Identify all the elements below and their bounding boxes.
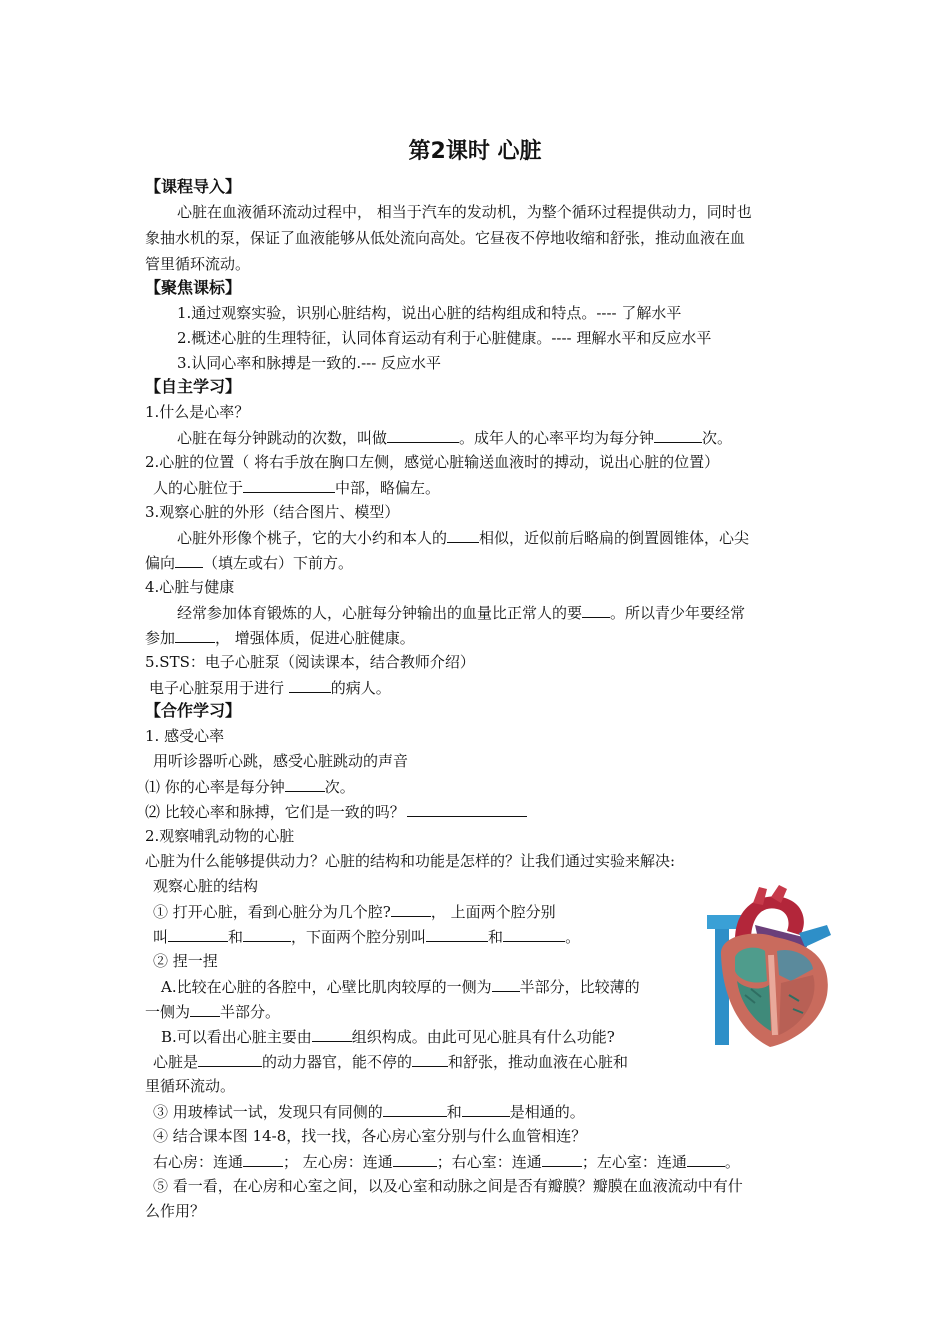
text: 。 <box>565 928 581 946</box>
self-q1-answer-line <box>177 426 732 449</box>
intro-line-3: 管里循环流动。 <box>145 255 251 273</box>
text: ，下面两个腔分别叫 <box>291 928 427 946</box>
text: 心脏是 <box>153 1053 199 1071</box>
text: 电子心脏泵用于进行 <box>149 679 289 697</box>
blank-lower-chamber-1[interactable] <box>426 925 488 942</box>
text: 和 <box>446 1103 462 1121</box>
blank-upper-chamber-1[interactable] <box>168 925 228 942</box>
coop-c1b <box>145 775 355 798</box>
self-q4: 4.心脏与健康 <box>145 578 235 596</box>
coop-step2c <box>153 1050 628 1073</box>
coop-c2a: 心脏为什么能够提供动力？心脏的结构和功能是怎样的？让我们通过实验来解决: <box>145 852 676 870</box>
text: ； 左心房：连通 <box>283 1153 393 1171</box>
text: 半部分，比较薄的 <box>519 978 640 996</box>
self-q3-answer-line-2 <box>145 551 353 574</box>
coop-step4a <box>153 1150 740 1173</box>
text: 的病人。 <box>330 679 391 697</box>
coop-step2d: 里循环流动。 <box>145 1077 236 1095</box>
text: 次。 <box>702 429 733 447</box>
self-q4-answer-line-1 <box>177 601 745 624</box>
vessel-cap-shape <box>707 915 741 929</box>
text: 中部，略偏左。 <box>335 479 441 497</box>
text: 次。 <box>324 778 355 796</box>
text: ⑵ 比较心率和脉搏，它们是一致的吗？ <box>145 803 405 821</box>
intro-line-2: 象抽水机的泵，保证了血液能够从低处流向高处。它昼夜不停地收缩和舒张，推动血液在血 <box>145 229 746 247</box>
text: 。 <box>724 1153 740 1171</box>
coop-c1c <box>145 800 527 823</box>
blank-apex-direction[interactable] <box>175 551 203 568</box>
blank-upper-chamber-2[interactable] <box>243 925 291 942</box>
section-heading-coop: 【合作学习】 <box>145 701 242 720</box>
blank-avg-heart-rate[interactable] <box>654 426 702 443</box>
text: ③ 用玻棒试一试，发现只有同侧的 <box>153 1103 383 1121</box>
text: 是相通的。 <box>509 1103 585 1121</box>
coop-step5b: 么作用？ <box>145 1202 206 1220</box>
pulmonary-vein-shape <box>799 925 831 947</box>
blank-my-heart-rate[interactable] <box>285 775 325 792</box>
coop-step1b <box>153 925 580 948</box>
blank-heart-rate-term[interactable] <box>387 426 459 443</box>
coop-c1: 1. 感受心率 <box>145 727 225 745</box>
text: ， 上面两个腔分别 <box>430 903 556 921</box>
section-heading-intro: 【课程导入】 <box>145 177 242 196</box>
self-q5-answer-line <box>149 676 391 699</box>
page-title: 第2课时 心脏 <box>408 139 542 164</box>
text: 组织构成。由此可见心脏具有什么功能? <box>351 1028 615 1046</box>
text: ⑴ 你的心率是每分钟 <box>145 778 285 796</box>
blank-tissue-type[interactable] <box>312 1025 352 1042</box>
coop-step2b <box>161 1025 615 1048</box>
text: ① 打开心脏，看到心脏分为几个腔? <box>153 903 391 921</box>
self-q4-answer-line-2 <box>145 626 415 649</box>
text: 人的心脏位于 <box>153 479 244 497</box>
goal-2: 2.概述心脏的生理特征，认同体育运动有利于心脏健康。---- 理解水平和反应水平 <box>177 329 712 347</box>
septum-shape <box>771 955 775 1035</box>
text: ， 增强体质，促进心脏健康。 <box>215 629 415 647</box>
text: 一侧为 <box>145 1003 191 1021</box>
text: 。所以青少年要经常 <box>610 604 746 622</box>
text: 偏向 <box>145 554 176 572</box>
blank-contract[interactable] <box>412 1050 448 1067</box>
blank-chamber-count[interactable] <box>391 900 431 917</box>
blank-heart-location[interactable] <box>243 476 335 493</box>
coop-c2: 2.观察哺乳动物的心脏 <box>145 827 295 845</box>
intro-line-1: 心脏在血液循环流动过程中， 相当于汽车的发动机，为整个循环过程提供动力，同时也 <box>177 203 752 221</box>
section-heading-self: 【自主学习】 <box>145 377 242 396</box>
text: 叫 <box>153 928 169 946</box>
text: A.比较在心脏的各腔中，心壁比肌肉较厚的一侧为 <box>161 978 492 996</box>
heart-cross-section-image <box>695 885 840 1050</box>
blank-pump-usage[interactable] <box>289 676 331 693</box>
coop-step2a2 <box>145 1000 280 1023</box>
coop-c1a: 用听诊器听心跳，感受心脏跳动的声音 <box>153 752 409 770</box>
text: 右心房：连通 <box>153 1153 244 1171</box>
section-heading-goals: 【聚焦课标】 <box>145 278 242 297</box>
goal-1: 1.通过观察实验，识别心脏结构，说出心脏的结构组成和特点。---- 了解水平 <box>177 304 682 322</box>
text: 和 <box>228 928 244 946</box>
coop-step5: ⑤ 看一看，在心房和心室之间，以及心室和动脉之间是否有瓣膜？瓣膜在血液流动中有什 <box>153 1177 743 1195</box>
blank-output-compare[interactable] <box>582 601 610 618</box>
text: （填左或右）下前方。 <box>203 554 354 572</box>
text: ；左心室：连通 <box>581 1153 687 1171</box>
coop-step2: ② 捏一捏 <box>153 952 218 970</box>
text: B.可以看出心脏主要由 <box>161 1028 312 1046</box>
text: 心脏在每分钟跳动的次数，叫做 <box>177 429 388 447</box>
coop-step4: ④ 结合课本图 14-8，找一找，各心房心室分别与什么血管相连？ <box>153 1127 587 1145</box>
text: 经常参加体育锻炼的人，心脏每分钟输出的血量比正常人的要 <box>177 604 583 622</box>
blank-left-ventricle[interactable] <box>687 1150 725 1167</box>
coop-step3 <box>153 1100 585 1123</box>
coop-step2a <box>161 975 640 998</box>
blank-lower-chamber-2[interactable] <box>503 925 565 942</box>
self-q3: 3.观察心脏的外形（结合图片、模型） <box>145 503 400 521</box>
self-q2: 2.心脏的位置（ 将右手放在胸口左侧，感觉心脏输送血液时的搏动，说出心脏的位置） <box>145 453 720 471</box>
text: ；右心室：连通 <box>436 1153 542 1171</box>
blank-activity[interactable] <box>175 626 215 643</box>
self-q2-answer-line <box>153 476 440 499</box>
blank-connected-2[interactable] <box>462 1100 510 1117</box>
text: 和舒张，推动血液在心脏和 <box>448 1053 629 1071</box>
text: 相似，近似前后略扁的倒置圆锥体，心尖 <box>479 529 750 547</box>
blank-heart-size[interactable] <box>447 526 479 543</box>
blank-thick-side[interactable] <box>492 975 520 992</box>
blank-thin-side[interactable] <box>190 1000 220 1017</box>
text: 参加 <box>145 629 176 647</box>
text: 心脏外形像个桃子，它的大小约和本人的 <box>177 529 448 547</box>
blank-left-atrium[interactable] <box>393 1150 437 1167</box>
blank-organ-role[interactable] <box>198 1050 262 1067</box>
blank-connected-1[interactable] <box>383 1100 447 1117</box>
text: 的动力器官，能不停的 <box>262 1053 413 1071</box>
blank-right-atrium[interactable] <box>243 1150 283 1167</box>
self-q1: 1.什么是心率？ <box>145 403 250 421</box>
text: 半部分。 <box>220 1003 281 1021</box>
coop-step1 <box>153 900 556 923</box>
text: 和 <box>488 928 504 946</box>
blank-right-ventricle[interactable] <box>542 1150 582 1167</box>
text: 。成年人的心率平均为每分钟 <box>459 429 655 447</box>
self-q5: 5.STS：电子心脏泵（阅读课本，结合教师介绍） <box>145 653 475 671</box>
goal-3: 3.认同心率和脉搏是一致的.--- 反应水平 <box>177 354 442 372</box>
coop-c2b: 观察心脏的结构 <box>153 877 259 895</box>
blank-consistent[interactable] <box>407 800 527 817</box>
self-q3-answer-line-1 <box>177 526 749 549</box>
